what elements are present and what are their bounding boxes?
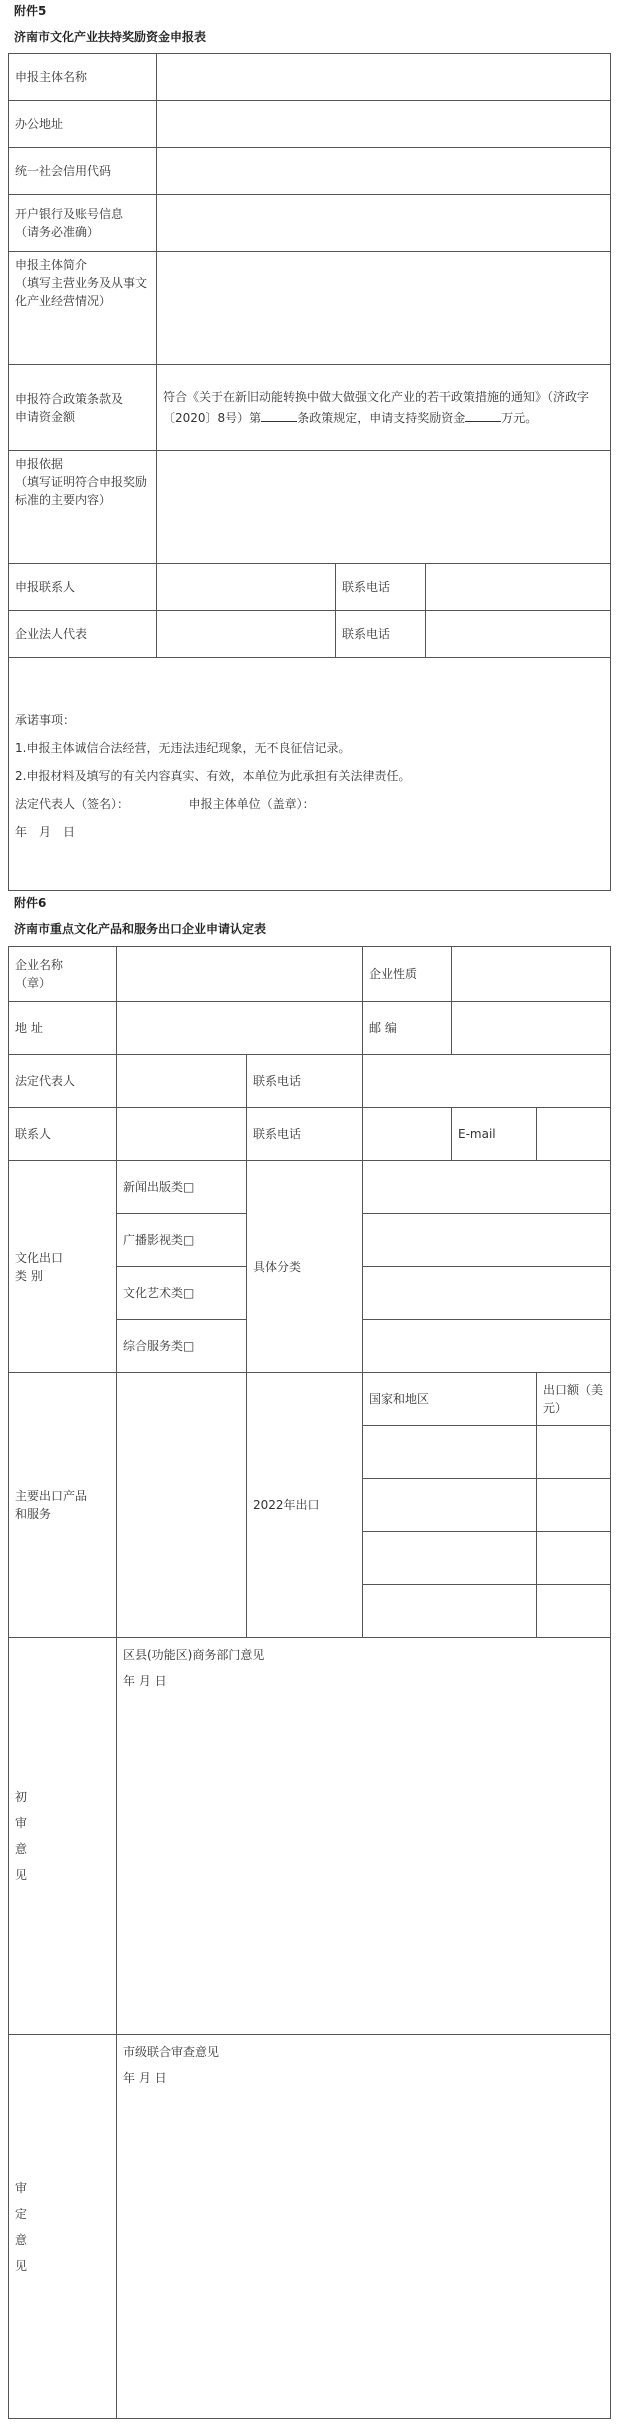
attachment6-title: 济南市重点文化产品和服务出口企业申请认定表 bbox=[14, 922, 267, 936]
policy-label bbox=[9, 365, 157, 451]
export-category-line2: 类 别 bbox=[15, 1268, 43, 1283]
attachment6-label: 附件6 bbox=[14, 896, 47, 910]
legal-rep-field[interactable] bbox=[157, 611, 336, 658]
phone2-field-6[interactable] bbox=[363, 1108, 452, 1161]
category-integrated-services[interactable]: 综合服务类□ bbox=[117, 1320, 247, 1373]
export-category-label bbox=[9, 1161, 117, 1373]
export-amount-header: 出口额（美元） bbox=[537, 1373, 611, 1426]
policy-text bbox=[157, 365, 611, 451]
commitment-item2: 2.申报材料及填写的有关内容真实、有效，本单位为此承担有关法律责任。 bbox=[15, 769, 411, 783]
credit-code-label: 统一社会信用代码 bbox=[9, 148, 157, 195]
legal-rep-field-6[interactable] bbox=[117, 1055, 247, 1108]
country-region-cell[interactable] bbox=[363, 1426, 537, 1479]
initial-review-field[interactable] bbox=[117, 1638, 611, 2035]
specific-category-field-4[interactable] bbox=[363, 1320, 611, 1373]
intro-line1: 申报主体简介 bbox=[15, 258, 88, 272]
export-amount-cell[interactable] bbox=[537, 1479, 611, 1532]
main-products-label bbox=[9, 1373, 117, 1638]
phone-field-6[interactable] bbox=[363, 1055, 611, 1108]
category-broadcast-film[interactable]: 广播影视类□ bbox=[117, 1214, 247, 1267]
export-amount-cell[interactable] bbox=[537, 1585, 611, 1638]
export-amount-cell[interactable] bbox=[537, 1426, 611, 1479]
company-type-field[interactable] bbox=[452, 947, 611, 1002]
specific-category-field-3[interactable] bbox=[363, 1267, 611, 1320]
commitment-date: 年 月 日 bbox=[15, 825, 76, 839]
final-review-char1: 审 bbox=[15, 2180, 28, 2195]
specific-category-field-2[interactable] bbox=[363, 1214, 611, 1267]
intro-field[interactable] bbox=[157, 252, 611, 365]
initial-review-char1: 初 bbox=[15, 1790, 28, 1804]
commitment-title: 承诺事项： bbox=[15, 713, 76, 727]
specific-category-label: 具体分类 bbox=[247, 1161, 363, 1373]
legal-rep-label-6: 法定代表人 bbox=[9, 1055, 117, 1108]
basis-line1: 申报依据 bbox=[15, 457, 64, 471]
policy-line1: 申报符合政策条款及 bbox=[15, 391, 124, 406]
bank-info-line1: 开户银行及账号信息 bbox=[15, 207, 124, 221]
bank-info-field[interactable] bbox=[157, 195, 611, 252]
company-name-line2: （章） bbox=[15, 976, 52, 990]
final-review-char2: 定 bbox=[15, 2206, 28, 2221]
policy-text-part2: 条政策规定，申请支持奖励资金 bbox=[297, 410, 466, 425]
contact-field[interactable] bbox=[157, 564, 336, 611]
postcode-field[interactable] bbox=[452, 1002, 611, 1055]
country-region-cell[interactable] bbox=[363, 1532, 537, 1585]
initial-review-char4: 见 bbox=[15, 1868, 28, 1882]
phone2-field[interactable] bbox=[426, 611, 611, 658]
commitment-item1: 1.申报主体诚信合法经营，无违法违纪现象，无不良征信记录。 bbox=[15, 741, 351, 755]
export-category-line1: 文化出口 bbox=[15, 1250, 64, 1265]
intro-line2: （填写主营业务及从事文化产业经营情况） bbox=[15, 276, 148, 308]
export-amount-cell[interactable] bbox=[537, 1532, 611, 1585]
commitment-section bbox=[9, 658, 611, 891]
article-blank[interactable] bbox=[261, 409, 297, 422]
country-region-cell[interactable] bbox=[363, 1585, 537, 1638]
basis-field[interactable] bbox=[157, 451, 611, 564]
export-2022-label: 2022年出口 bbox=[247, 1373, 363, 1638]
address-field[interactable] bbox=[117, 1002, 363, 1055]
category-culture-art[interactable]: 文化艺术类□ bbox=[117, 1267, 247, 1320]
intro-label bbox=[9, 252, 157, 365]
policy-text-part1: 符合《关于在新旧动能转换中做大做强文化产业的若干政策措施的通知》（济政字〔2020〕8号）第 bbox=[163, 389, 590, 425]
initial-review-char3: 意 bbox=[15, 1842, 28, 1856]
legal-rep-label: 企业法人代表 bbox=[9, 611, 157, 658]
final-review-date: 年 月 日 bbox=[123, 2071, 167, 2085]
basis-label bbox=[9, 451, 157, 564]
initial-review-char2: 审 bbox=[15, 1816, 28, 1830]
company-name-label bbox=[9, 947, 117, 1002]
category-news-publishing[interactable]: 新闻出版类□ bbox=[117, 1161, 247, 1214]
final-review-char4: 见 bbox=[15, 2258, 28, 2273]
legal-rep-signature-label: 法定代表人（签名）： bbox=[15, 797, 130, 811]
amount-blank[interactable] bbox=[465, 409, 501, 422]
phone-field[interactable] bbox=[426, 564, 611, 611]
main-products-line1: 主要出口产品 bbox=[15, 1489, 88, 1503]
initial-review-label bbox=[9, 1638, 117, 2035]
attachment5-title: 济南市文化产业扶持奖励资金申报表 bbox=[14, 30, 207, 44]
phone2-label-6: 联系电话 bbox=[247, 1108, 363, 1161]
phone-label-6: 联系电话 bbox=[247, 1055, 363, 1108]
phone2-label: 联系电话 bbox=[336, 611, 426, 658]
office-address-label: 办公地址 bbox=[9, 101, 157, 148]
office-address-field[interactable] bbox=[157, 101, 611, 148]
main-products-field[interactable] bbox=[117, 1373, 247, 1638]
country-region-header: 国家和地区 bbox=[363, 1373, 537, 1426]
subsidy-application-table bbox=[8, 53, 611, 891]
specific-category-field-1[interactable] bbox=[363, 1161, 611, 1214]
company-name-line1: 企业名称 bbox=[15, 958, 64, 972]
attachment5-label: 附件5 bbox=[14, 4, 47, 18]
bank-info-label bbox=[9, 195, 157, 252]
export-enterprise-table bbox=[8, 946, 611, 2419]
final-review-label bbox=[9, 2035, 117, 2419]
policy-line2: 申请资金额 bbox=[15, 409, 76, 424]
bank-info-line2: （请务必准确） bbox=[15, 225, 100, 239]
final-review-title: 市级联合审查意见 bbox=[123, 2045, 220, 2059]
contact-field-6[interactable] bbox=[117, 1108, 247, 1161]
email-field[interactable] bbox=[537, 1108, 611, 1161]
applicant-name-label: 申报主体名称 bbox=[9, 54, 157, 101]
email-label: E-mail bbox=[452, 1108, 537, 1161]
postcode-label: 邮 编 bbox=[363, 1002, 452, 1055]
phone-label: 联系电话 bbox=[336, 564, 426, 611]
policy-text-part3: 万元。 bbox=[501, 410, 538, 425]
basis-line2: （填写证明符合申报奖励标准的主要内容） bbox=[15, 475, 148, 507]
final-review-char3: 意 bbox=[15, 2232, 28, 2247]
initial-review-date: 年 月 日 bbox=[123, 1674, 167, 1688]
country-region-cell[interactable] bbox=[363, 1479, 537, 1532]
address-label: 地 址 bbox=[9, 1002, 117, 1055]
company-name-field[interactable] bbox=[117, 947, 363, 1002]
final-review-field[interactable] bbox=[117, 2035, 611, 2419]
applicant-name-field[interactable] bbox=[157, 54, 611, 101]
company-type-label: 企业性质 bbox=[363, 947, 452, 1002]
contact-label: 申报联系人 bbox=[9, 564, 157, 611]
signature-line bbox=[15, 790, 604, 818]
unit-seal-label: 申报主体单位（盖章）： bbox=[188, 797, 315, 811]
contact-label-6: 联系人 bbox=[9, 1108, 117, 1161]
main-products-line2: 和服务 bbox=[15, 1507, 52, 1521]
initial-review-title: 区县(功能区)商务部门意见 bbox=[123, 1648, 265, 1662]
credit-code-field[interactable] bbox=[157, 148, 611, 195]
